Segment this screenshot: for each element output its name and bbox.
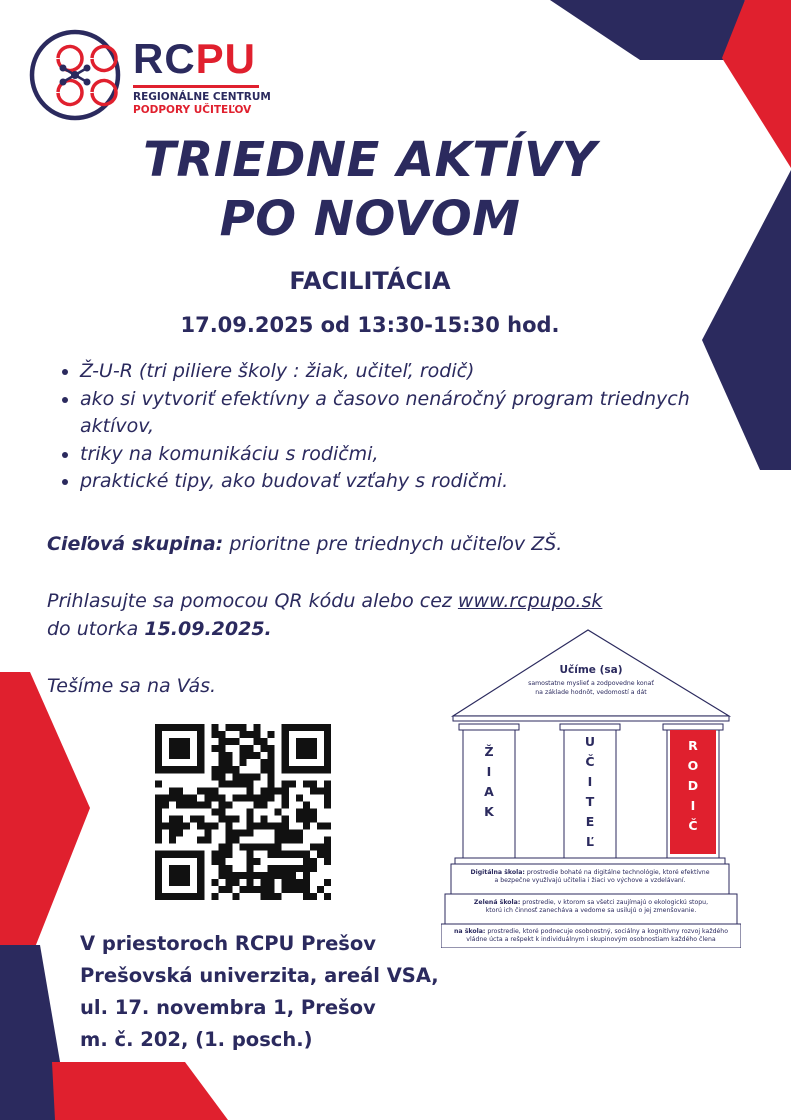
temple-roof-title: Učíme (sa) (559, 664, 623, 676)
step-third-text: prostredie, ktoré podnecuje osobnostný, sociálny a kognitívny rozvoj každého (485, 928, 729, 935)
step-green-text: prostredie, v ktorom sa všetci zaujímajú o ekologickú stopu, (520, 899, 709, 906)
list-item: • triky na komunikáciu s rodičmi, (80, 441, 690, 469)
title-line1: TRIEDNE AKTÍVY (143, 132, 597, 188)
logo-pu: PU (195, 35, 257, 82)
step-third (443, 928, 739, 944)
decor-red-bottom (52, 1062, 228, 1120)
pillar-rodic: R O D I Č (687, 738, 699, 833)
target-group-label: Cieľová skupina (47, 533, 216, 555)
target-group-colon: : (215, 533, 224, 555)
address-line4: m. č. 202, (1. posch.) (80, 1028, 313, 1051)
greeting: Tešíme sa na Vás. (47, 675, 217, 697)
title-line2: PO NOVOM (219, 191, 521, 247)
temple-roof-line1: samostatne myslieť a zodpovedne konať (528, 680, 654, 687)
logo-text (133, 35, 271, 117)
list-item: • ako si vytvoriť efektívny a časovo nenáročný program triednych aktívov, (80, 386, 690, 441)
pillar-ziak: Ž I A K (484, 744, 494, 819)
target-group (47, 530, 667, 558)
logo-line2: PODPORY UČITEĽOV (133, 104, 252, 116)
step-green-text2: ktorú ich činnosť zanecháva a vedome sa usilujú o jej zmenšovanie. (485, 907, 697, 914)
topic-list (50, 358, 690, 496)
registration-deadline: 15.09.2025. (144, 618, 272, 640)
step-green-label: Zelená škola: (473, 899, 521, 906)
target-group-text: prioritne pre triednych učiteľov ZŠ. (223, 533, 563, 555)
address-line1: V priestoroch RCPU Prešov (80, 932, 377, 955)
step-digital-text2: a bezpečne využívajú učitelia i žiaci vo výchove a vzdelávaní. (494, 877, 686, 884)
step-digital (453, 869, 727, 885)
address-line2: Prešovská univerzita, areál VSA, (80, 964, 439, 987)
temple-roof-line2: na základe hodnôt, vedomostí a dát (535, 689, 647, 696)
logo-wordmark (133, 35, 271, 82)
event-datetime: 17.09.2025 od 13:30-15:30 hod. (180, 313, 560, 337)
list-item: • praktické tipy, ako budovať vzťahy s rodičmi. (80, 468, 690, 496)
registration-link[interactable]: www.rcpupo.sk (457, 590, 603, 612)
step-green (447, 899, 735, 915)
decor-navy-top (550, 0, 745, 60)
step-third-text2: vládne úcta a rešpekt k individuálnym i skupinovým osobnostiam každého člena (466, 936, 716, 943)
step-digital-text: prostredie bohaté na digitálne technológie, ktoré efektívne (524, 869, 710, 876)
registration-text: Prihlasujte sa pomocou QR kódu alebo cez (47, 590, 458, 612)
address-line3: ul. 17. novembra 1, Prešov (80, 996, 376, 1019)
pillar-ucitel: U Č I T E Ľ (584, 734, 596, 849)
rcpu-logo-icon (28, 28, 122, 122)
logo-rc: RC (133, 35, 196, 82)
school-pillars-diagram (441, 628, 741, 948)
logo-line1: REGIONÁLNE CENTRUM (133, 91, 271, 103)
address (80, 928, 439, 1056)
qr-code[interactable] (155, 724, 331, 900)
logo-divider (133, 85, 259, 88)
step-digital-label: Digitálna škola: (470, 869, 525, 876)
step-third-label: na škola: (453, 928, 486, 935)
subtitle: FACILITÁCIA (289, 267, 451, 295)
registration-text2: do utorka (47, 618, 145, 640)
list-item: • Ž-U-R (tri piliere školy : žiak, učiteľ, rodič) (80, 358, 690, 386)
